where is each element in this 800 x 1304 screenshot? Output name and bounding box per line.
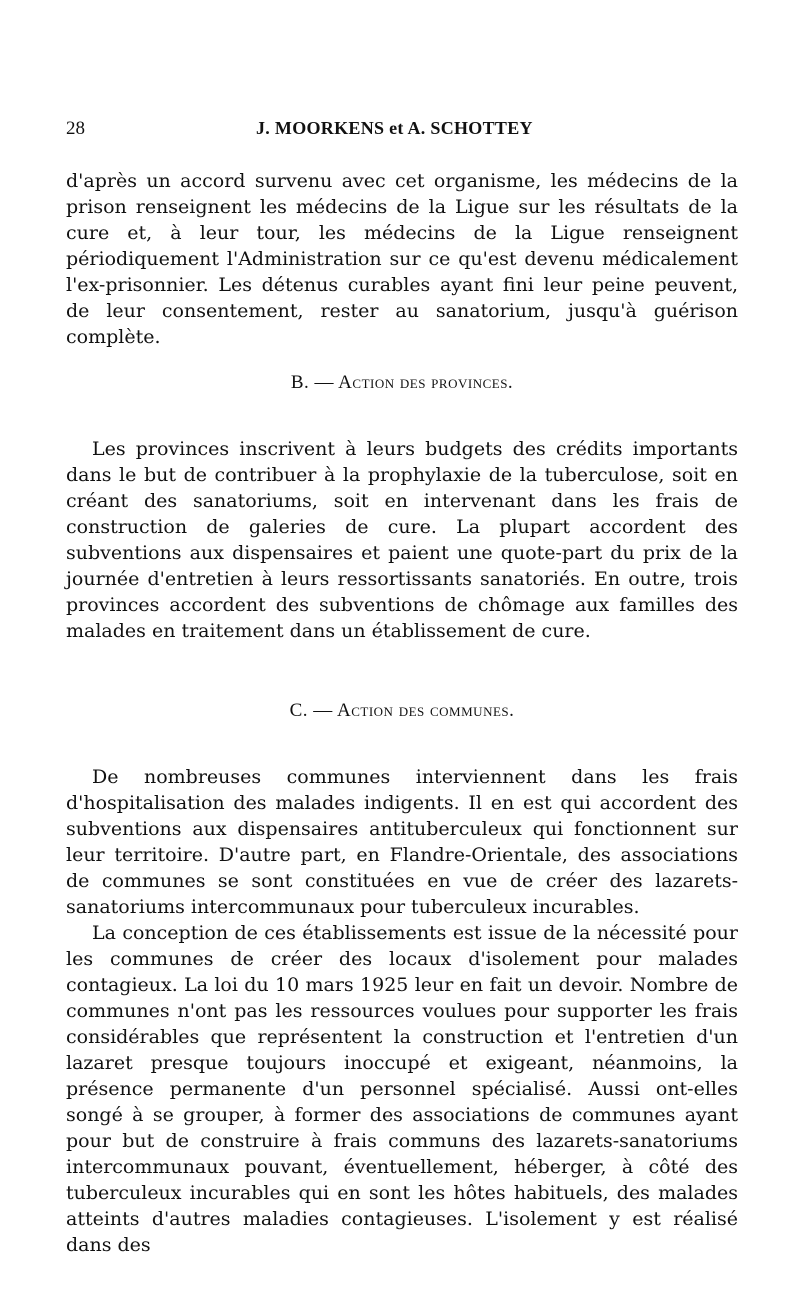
section-b-block	[66, 436, 738, 644]
running-header	[66, 118, 738, 148]
section-c-block	[66, 764, 738, 1258]
page-number: 28	[66, 118, 85, 139]
section-c-paragraph-1: De nombreuses communes interviennent dans les frais d'hospitalisation des malades indigents. Il en est qui accordent des subventions aux dispensaires antituberculeux qui fonctionnent sur leur territoire. D'autre part, en Flandre-Orientale, des associations de communes se sont constituées en vue de créer des lazarets-sanatoriums intercommunaux pour tuberculeux incurables.	[66, 766, 738, 918]
intro-paragraph: d'après un accord survenu avec cet organisme, les médecins de la prison renseignent les médecins de la Ligue sur les résultats de la cure et, à leur tour, les médecins de la Ligue renseignent périodiquement l'Administration sur ce qu'est devenu médicalement l'ex-prisonnier. Les détenus curables ayant fini leur peine peuvent, de leur consentement, rester au sanatorium, jusqu'à guérison complète.	[66, 170, 738, 348]
section-c-paragraph-2: La conception de ces établissements est issue de la nécessité pour les communes de créer des locaux d'isolement pour malades contagieux. La loi du 10 mars 1925 leur en fait un devoir. Nombre de communes n'ont pas les ressources voulues pour supporter les frais considérables que représentent la construction et l'entretien d'un lazaret presque toujours inoccupé et exigeant, néanmoins, la présence permanente d'un personnel spécialisé. Aussi ont-elles songé à se grouper, à former des associations de communes ayant pour but de construire à frais communs des lazarets-sanatoriums intercommunaux pouvant, éventuellement, héberger, à côté des tuberculeux incurables qui en sont les hôtes habituels, des malades atteints d'autres maladies contagieuses. L'isolement y est réalisé dans des	[66, 922, 738, 1256]
section-b-paragraph: Les provinces inscrivent à leurs budgets des crédits importants dans le but de contribuer à la prophylaxie de la tuberculose, soit en créant des sanatoriums, soit en intervenant dans les frais de construction de galeries de cure. La plupart accordent des subventions aux dispensaires et paient une quote-part du prix de la journée d'entretien à leurs ressortissants sanatoriés. En outre, trois provinces accordent des subventions de chômage aux familles des malades en traitement dans un établissement de cure.	[66, 438, 738, 642]
section-c-heading-text: C. — Action des communes.	[289, 700, 515, 721]
section-b-heading	[66, 372, 738, 394]
section-b-heading-text: B. — Action des provinces.	[290, 372, 514, 393]
intro-paragraph-block	[66, 168, 738, 350]
section-c-heading	[66, 700, 738, 722]
running-title: J. MOORKENS et A. SCHOTTEY	[256, 118, 533, 138]
